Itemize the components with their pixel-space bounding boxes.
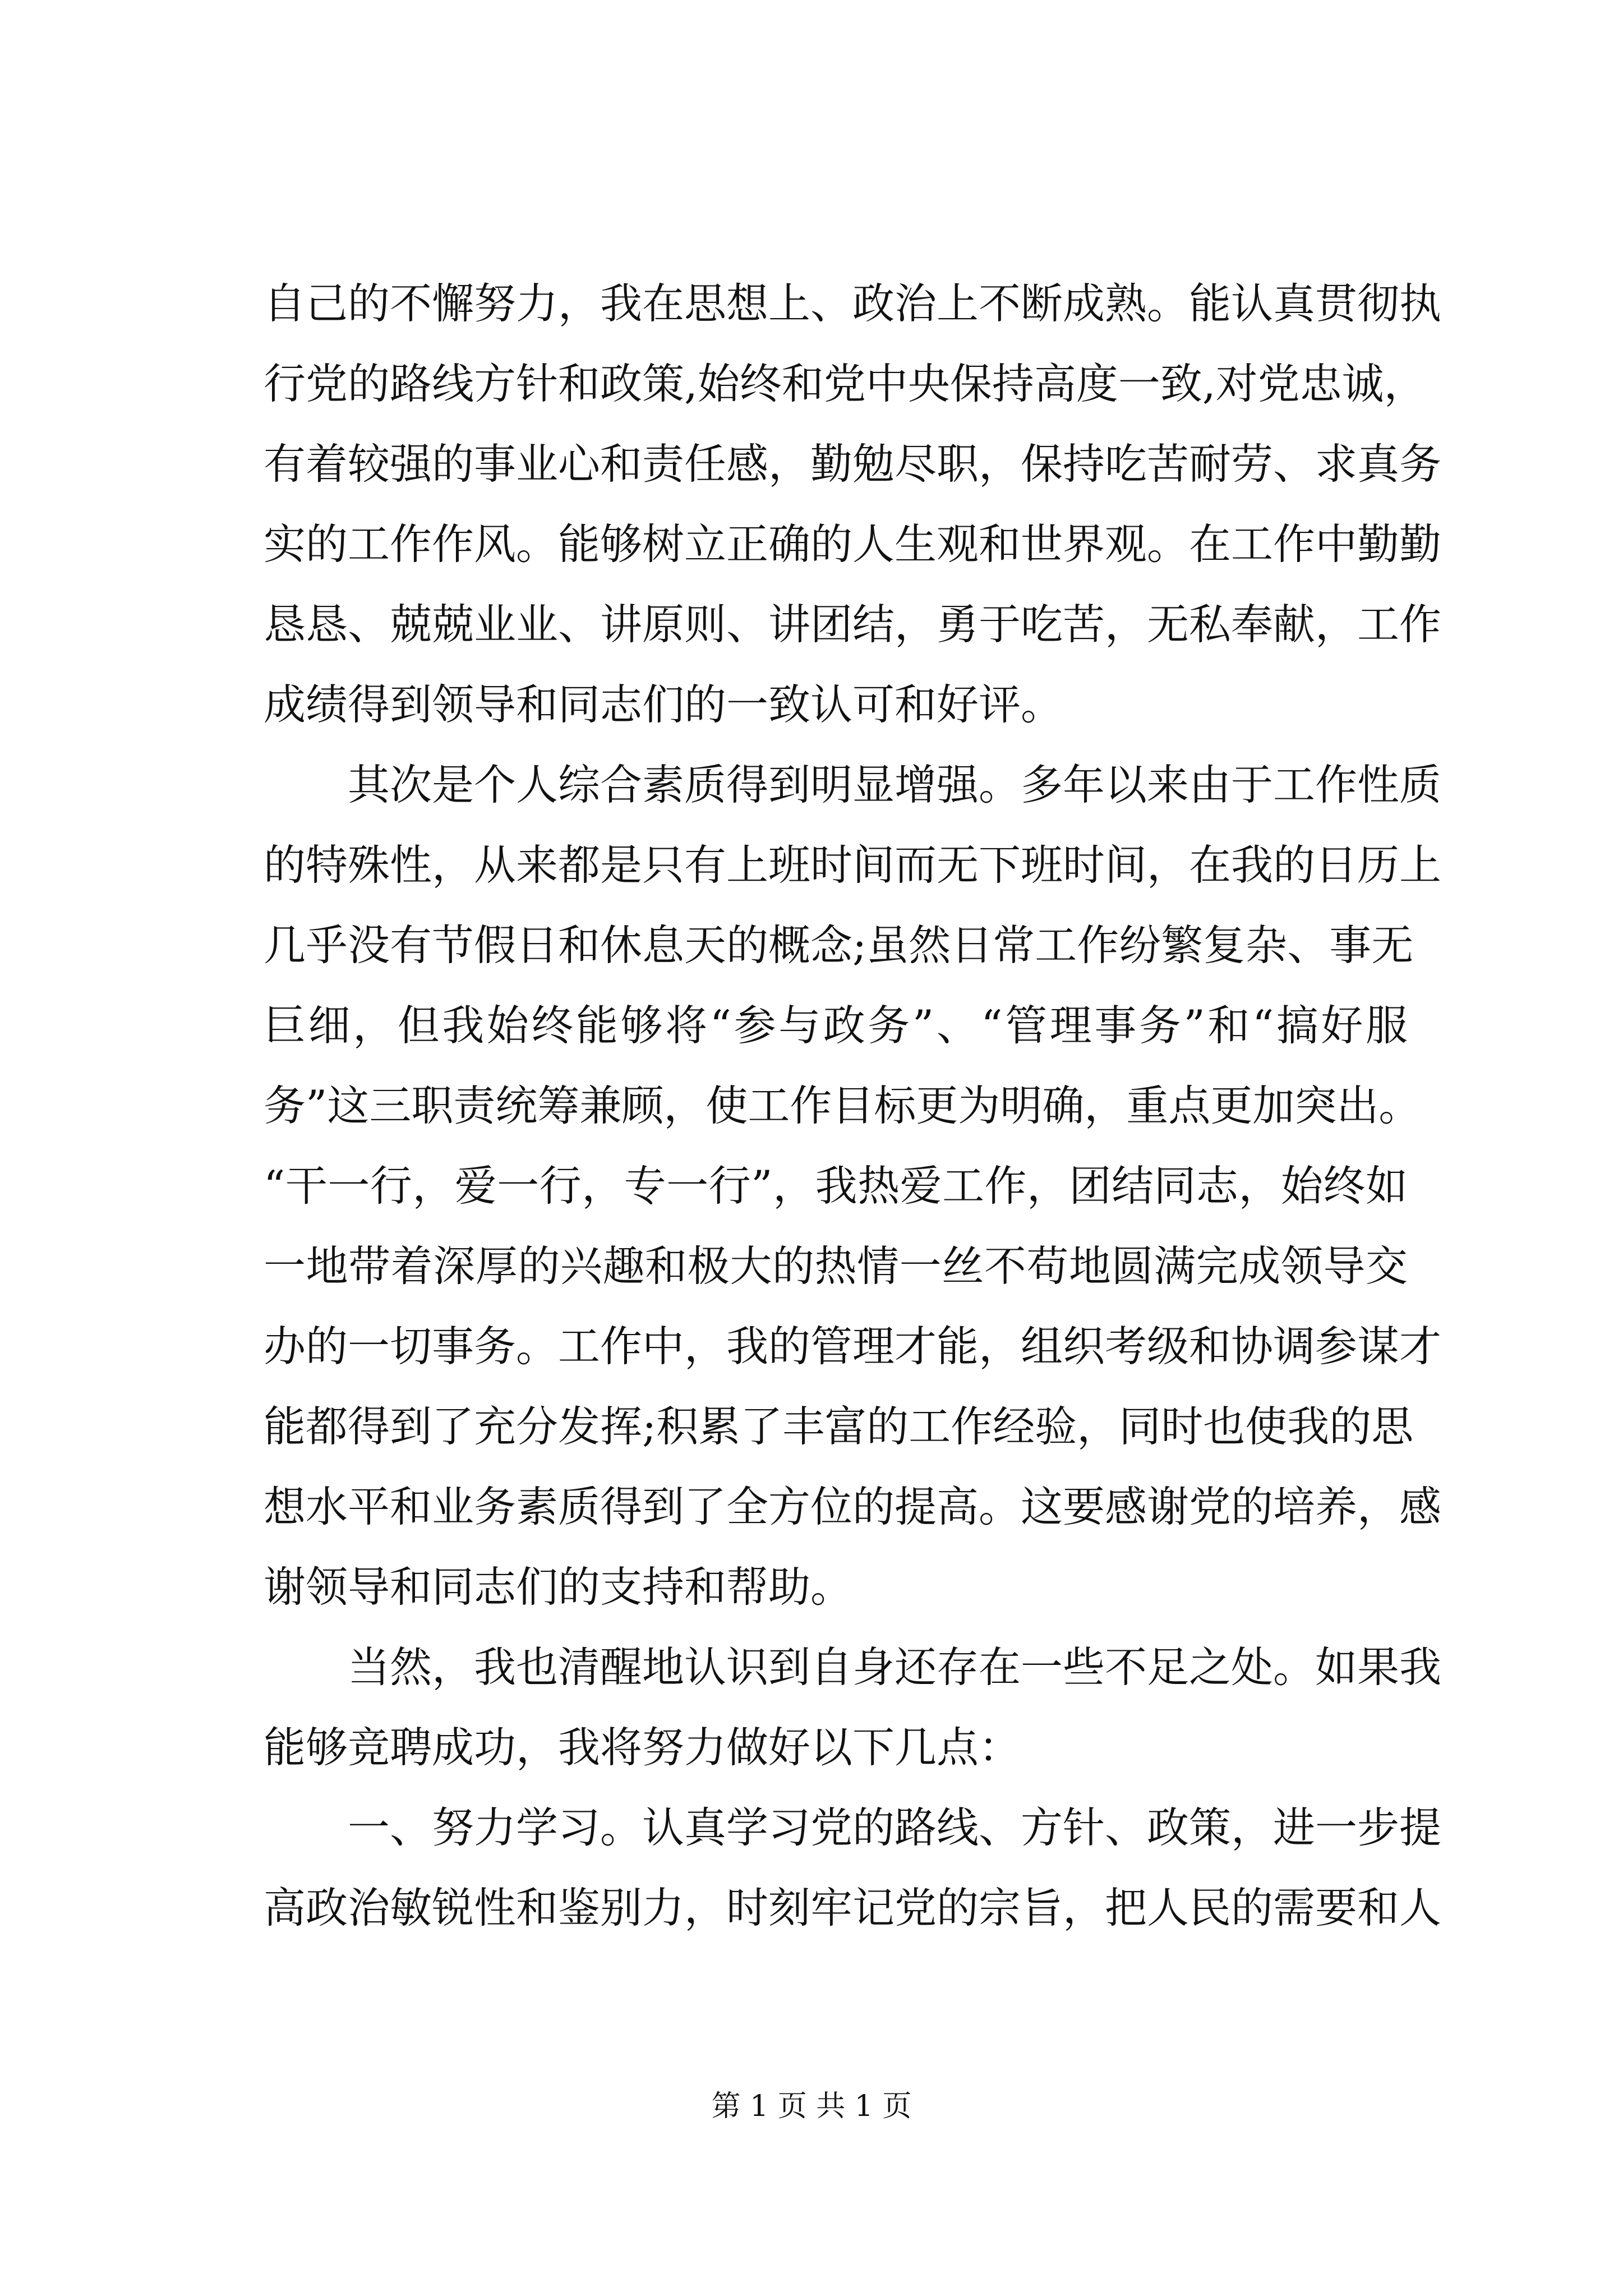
text-line: 行党的路线方针和政策,始终和党中央保持高度一致,对党忠诚， xyxy=(264,359,1426,408)
text-line: 想水平和业务素质得到了全方位的提高。这要感谢党的培养，感 xyxy=(264,1482,1442,1531)
text-line: 一、努力学习。认真学习党的路线、方针、政策，进一步提 xyxy=(264,1803,1442,1852)
text-line: 当然，我也清醒地认识到自身还存在一些不足之处。如果我 xyxy=(264,1642,1442,1692)
text-line: 成绩得到领导和同志们的一致认可和好评。 xyxy=(264,680,1063,729)
text-line: 其次是个人综合素质得到明显增强。多年以来由于工作性质 xyxy=(264,760,1442,809)
text-line: 务”这三职责统筹兼顾，使工作目标更为明确，重点更加突出。 xyxy=(264,1081,1421,1130)
page-footer xyxy=(0,2087,1623,2126)
text-line: 实的工作作风。能够树立正确的人生观和世界观。在工作中勤勤 xyxy=(264,519,1442,569)
body-text xyxy=(264,264,1442,1948)
text-line: 一地带着深厚的兴趣和极大的热情一丝不苟地圆满完成领导交 xyxy=(264,1241,1408,1291)
text-line: 的特殊性，从来都是只有上班时间而无下班时间，在我的日历上 xyxy=(264,840,1442,890)
text-line: 巨细，但我始终能够将“参与政务”、“管理事务”和“搞好服 xyxy=(264,1001,1408,1050)
text-line: “干一行，爱一行，专一行”，我热爱工作，团结同志，始终如 xyxy=(264,1161,1408,1211)
text-line: 能都得到了充分发挥;积累了丰富的工作经验，同时也使我的思 xyxy=(264,1402,1414,1451)
text-line: 自己的不懈努力，我在思想上、政治上不断成熟。能认真贯彻执 xyxy=(264,279,1442,328)
text-line: 有着较强的事业心和责任感，勤勉尽职，保持吃苦耐劳、求真务 xyxy=(264,439,1442,489)
text-line: 高政治敏锐性和鉴别力，时刻牢记党的宗旨，把人民的需要和人 xyxy=(264,1883,1442,1932)
text-line: 办的一切事务。工作中，我的管理才能，组织考级和协调参谋才 xyxy=(264,1322,1442,1371)
text-line: 谢领导和同志们的支持和帮助。 xyxy=(264,1562,853,1612)
text-line: 能够竞聘成功，我将努力做好以下几点： xyxy=(264,1723,1021,1772)
text-line: 恳恳、兢兢业业、讲原则、讲团结，勇于吃苦，无私奉献，工作 xyxy=(264,600,1442,649)
text-line: 几乎没有节假日和休息天的概念;虽然日常工作纷繁复杂、事无 xyxy=(264,921,1414,970)
page-number: 第 1 页 共 1 页 xyxy=(711,2090,912,2123)
